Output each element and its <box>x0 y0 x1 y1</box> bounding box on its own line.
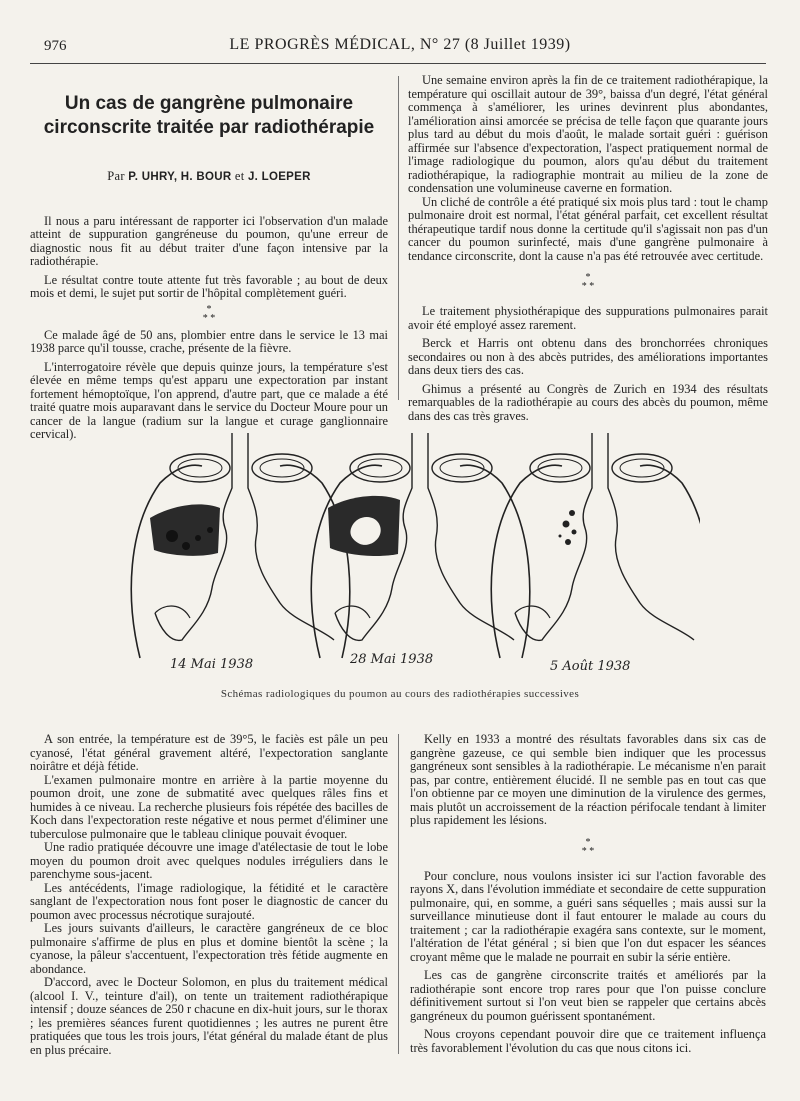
column-right-top <box>408 74 768 423</box>
lung-schemas-figure <box>100 418 700 693</box>
article-title-line-1: Un cas de gangrène pulmonaire <box>64 93 354 114</box>
paragraph: Le traitement physiothérapique des suppurations pulmonaires parait avoir été employé assez rarement. <box>408 304 768 332</box>
column-right-bottom <box>410 733 766 1055</box>
column-divider-bottom <box>398 734 399 1054</box>
byline-et: et <box>234 169 245 183</box>
paragraph: A son entrée, la température est de 39°5, le faciès est pâle un peu cyanosé, l'état général gravement altéré, l'expectoration sanglante noirâtre et déjà fétide. <box>30 732 388 773</box>
author-bour: H. BOUR <box>180 171 232 183</box>
column-left-top <box>30 92 388 442</box>
paragraph: Kelly en 1933 a montré des résultats favorables dans six cas de gangrène gazeuse, ce qui semble bien indiquer que les processus gangréneux sont sensibles à la radiothérapie. Le mécanisme n'en parait pas, par contre, entièrement élucidé. Il ne semble pas en tout cas que l'on obtienne par ce moyen une diminution de la virulence des germes, mais plutôt un accroissement de la réaction périfocale tendant à limiter plus rapidement les lésions. <box>410 732 766 827</box>
paragraph: Un cliché de contrôle a été pratiqué six mois plus tard : tout le champ pulmonaire droit est normal, l'état général parfait, cet excellent résultat thérapeutique tardif nous donne la certitude qu'il s'agissait non pas d'un cancer du poumon surinfecté, mais d'une gangrène pulmonaire à tendance circonscrite, dont la cause n'a pas été retrouvée avec certitude. <box>408 194 768 263</box>
byline-prefix: Par <box>107 169 125 183</box>
paragraph: Ghimus a présenté au Congrès de Zurich en 1934 des résultats remarquables de la radiothérapie au cours des abcès du poumon, même dans des cas très graves. <box>408 381 768 423</box>
paragraph: Il nous a paru intéressant de rapporter ici l'observation d'un malade atteint de suppuration gangréneuse du poumon, qu'une erreur de diagnostic nous fit au début traiter d'une façon intensive par la radiothérapie. <box>30 213 388 268</box>
paragraph: Berck et Harris ont obtenu dans des bronchorrées chroniques secondaires ou non à des abcès putrides, des améliorations importantes dans deux tiers des cas. <box>408 336 768 377</box>
author-loeper: J. LOEPER <box>247 171 311 183</box>
paragraph: Nous croyons cependant pouvoir dire que ce traitement influença très favorablement l'évolution du cas que nous citons ici. <box>410 1027 766 1055</box>
paragraph: L'interrogatoire révèle que depuis quinze jours, la température s'est élevée en même temps qu'est apparu une expectoration par instant fortement hémoptoïque, l'on apprend, d'autre part, que ce malade a été traité quatre mois auparavant dans le service du Docteur Moure pour un cancer de la langue (radium sur la langue et curage ganglionnaire cervical). <box>30 359 388 441</box>
running-title: LE PROGRÈS MÉDICAL, N° 27 (8 Juillet 1939) <box>229 36 571 53</box>
paragraph: Une semaine environ après la fin de ce traitement radiothérapique, la température qui oscillait autour de 39°, baissa d'un degré, l'état général commença à s'améliorer, les urines devinrent plus abondantes, l'amélioration ainsi amorcée se précisa de telle façon que quarante jours plus tard au début du mois d'août, le malade sortait guéri : guérison affirmée sur l'absence d'expectoration, l'aspect pratiquement normal de l'image radiologique du poumon, alors qu'au début du traitement radiothérapique, la radiographie montrait au milieu de la zone de condensation une volumineuse caverne en formation. <box>408 73 768 195</box>
paragraph: Pour conclure, nous voulons insister ici sur l'action favorable des rayons X, dans l'évolution immédiate et secondaire de cette suppuration pulmonaire, qui, en somme, a guéri sans séquelles ; mais aussi sur la surveillance minutieuse dont il faut entourer le malade au cours du traitement ; car la radiothérapie exagéra sans contexte, sur le moment, l'altération de l'état général ; si bien que l'on dut espacer les séances croyant même que le malade ne pourrait en subir la série entière. <box>410 868 766 964</box>
running-header <box>40 34 760 56</box>
paragraph: Une radio pratiquée découvre une image d'atélectasie de tout le lobe moyen du poumon droit avec quelques nodules irréguliers dans le parenchyme sous-jacent. <box>30 840 388 881</box>
figure-caption: Schémas radiologiques du poumon au cours des radiothérapies successives <box>220 688 580 700</box>
paragraph: Le résultat contre toute attente fut très favorable ; au bout de deux mois et demi, le sujet put sortir de l'hôpital complètement guéri. <box>30 272 388 300</box>
schema-2 <box>311 433 529 658</box>
column-left-bottom <box>30 733 388 1057</box>
paragraph: Les cas de gangrène circonscrite traités et améliorés par la radiothérapie sont encore trop rares pour que l'on puisse conclure définitivement surtout si l'on veut bien se rappeler que certains abcès gangréneux du poumon guérissent spontanément. <box>410 968 766 1023</box>
schema-3 <box>491 433 700 658</box>
asterism: * * * <box>581 836 595 857</box>
paragraph: D'accord, avec le Docteur Solomon, en plus du traitement médical (alcool I. V., teinture d'ail), on tente un traitement radiothérapique intensif ; douze séances de 250 r chacune en dix-huit jours, sur le thorax ; les premières séances furent quotidiennes ; les autres ne purent être pratiquées que tous les trois jours, l'état général du malade étant de plus en plus précaire. <box>30 975 388 1057</box>
byline <box>30 170 388 185</box>
paragraph: Les jours suivants d'ailleurs, le caractère gangréneux de ce bloc pulmonaire s'affirme de plus en plus et domine bientôt la scène ; la cyanose, la pâleur s'accentuent, l'expectoration très fétide augmente en abondance. <box>30 921 388 976</box>
paragraph: Les antécédents, l'image radiologique, la fétidité et le caractère sanglant de l'expectoration nous font poser le diagnostic de cancer du poumon avec processus nécrotique surajouté. <box>30 880 388 922</box>
paragraph: Ce malade âgé de 50 ans, plombier entre dans le service le 13 mai 1938 parce qu'il tousse, crache, présente de la fièvre. <box>30 327 388 355</box>
schema-date-1: 14 Mai 1938 <box>170 657 254 672</box>
header-rule <box>30 63 766 64</box>
asterism: * * * <box>202 303 216 324</box>
page-number: 976 <box>44 38 67 54</box>
asterism: * * * <box>581 272 595 292</box>
paragraph: L'examen pulmonaire montre en arrière à la partie moyenne du poumon droit, une zone de submatité avec quelques râles fins et humides à ce niveau. La recherche plusieurs fois répétée des bacilles de Koch dans l'expectoration reste négative et nous permet d'éliminer une tuberculose pulmonaire que le tableau clinique pouvait évoquer. <box>30 772 388 841</box>
schema-date-2: 28 Mai 1938 <box>350 652 434 667</box>
author-uhry: P. UHRY, <box>128 171 178 183</box>
schema-date-3: 5 Août 1938 <box>550 659 631 674</box>
article-title-line-2: circonscrite traitée par radiothérapie <box>43 117 375 138</box>
schema-1 <box>131 433 349 658</box>
column-divider-top <box>398 76 399 400</box>
